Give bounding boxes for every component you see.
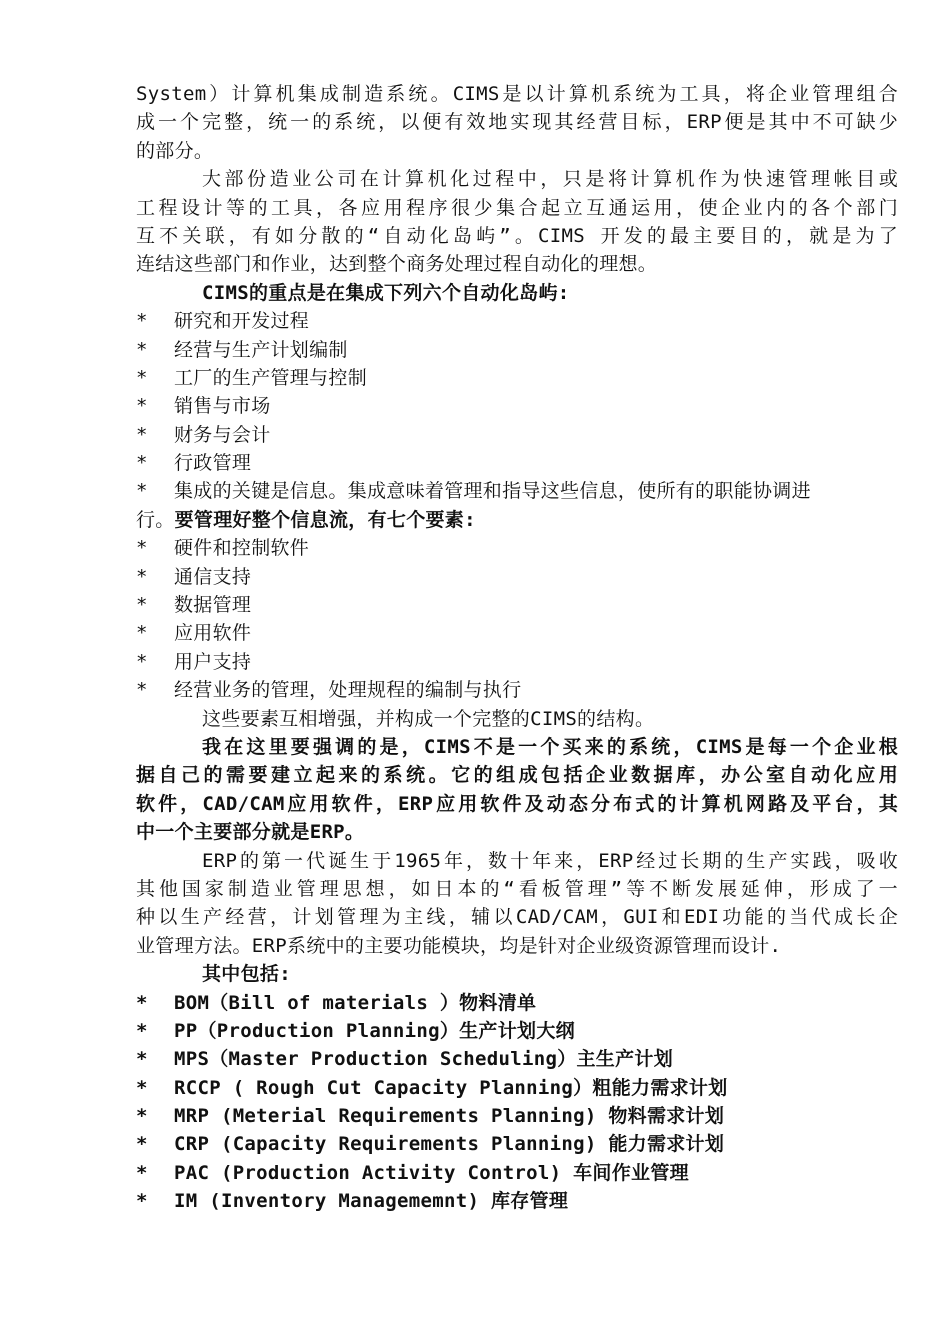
paragraph-line: 其他国家制造业管理思想，如日本的“看板管理”等不断发展延伸，形成了一 (136, 877, 898, 900)
bullet-marker: * (136, 338, 148, 361)
list-item (136, 591, 898, 619)
module-item-text: MPS（Master Production Scheduling）主生产计划 (174, 1048, 674, 1071)
bullet-marker: * (136, 1019, 148, 1042)
bullet-marker: * (136, 679, 148, 702)
paragraph-line: 业管理方法。ERP系统中的主要功能模块，均是针对企业级资源管理而设计. (136, 934, 782, 957)
bullet-marker: * (136, 1190, 148, 1213)
list-item-text: 研究和开发过程 (174, 310, 310, 333)
list-item-text: 销售与市场 (174, 395, 271, 418)
section-heading: 要管理好整个信息流，有七个要素: (174, 508, 476, 531)
list-item (136, 619, 898, 647)
emphasis-line: 中一个主要部分就是ERP。 (136, 821, 365, 844)
list-item-text: 财务与会计 (174, 423, 271, 446)
bullet-marker: * (136, 537, 148, 560)
module-item (136, 989, 898, 1017)
list-item (136, 421, 898, 449)
document-page (136, 80, 898, 1216)
list-item-text: 行政管理 (174, 452, 252, 475)
module-item-text: BOM（Bill of materials ）物料清单 (174, 991, 537, 1014)
list-item (136, 648, 898, 676)
paragraph-line: 这些要素互相增强，并构成一个完整的CIMS的结构。 (202, 707, 655, 730)
list-item-text: 应用软件 (174, 622, 252, 645)
bullet-marker: * (136, 1133, 148, 1156)
list-item (136, 449, 898, 477)
paragraph-line: System）计算机集成制造系统。CIMS是以计算机系统为工具，将企业管理组合 (136, 83, 898, 105)
bullet-marker: * (136, 1161, 148, 1184)
module-item-text: PAC (Production Activity Control) 车间作业管理 (174, 1161, 689, 1184)
paragraph-line (136, 506, 898, 534)
bullet-marker: * (136, 991, 148, 1014)
emphasis-line: 软件，CAD/CAM应用软件，ERP应用软件及动态分布式的计算机网路及平台，其 (136, 792, 898, 815)
module-item (136, 1130, 898, 1158)
module-item-text: RCCP ( Rough Cut Capacity Planning）粗能力需求计划 (174, 1076, 728, 1099)
module-item (136, 1017, 898, 1045)
list-item (136, 563, 898, 591)
list-item-text: 工厂的生产管理与控制 (174, 366, 368, 389)
paragraph-line: 大部份造业公司在计算机化过程中，只是将计算机作为快速管理帐目或 (202, 168, 898, 191)
bullet-marker: * (136, 594, 148, 617)
list-item-text: 通信支持 (174, 565, 252, 588)
bullet-marker: * (136, 650, 148, 673)
module-item (136, 1074, 898, 1102)
module-item-text: MRP (Meterial Requirements Planning) 物料需求计划 (174, 1105, 725, 1128)
bullet-marker: * (136, 452, 148, 475)
paragraph-line: 连结这些部门和作业，达到整个商务处理过程自动化的理想。 (136, 253, 658, 276)
module-item (136, 1102, 898, 1130)
module-item-text: IM (Inventory Managememnt) 库存管理 (174, 1190, 569, 1213)
list-item-text: 硬件和控制软件 (174, 537, 310, 560)
continuation-text: 行。 (136, 508, 175, 531)
paragraph-line: 的部分。 (136, 139, 214, 162)
list-item-text: 集成的关键是信息。集成意味着管理和指导这些信息，使所有的职能协调进 (174, 480, 811, 503)
bullet-marker: * (136, 310, 148, 333)
module-item-text: PP（Production Planning）生产计划大纲 (174, 1019, 575, 1042)
list-item (136, 477, 898, 505)
list-item (136, 534, 898, 562)
emphasis-line: 我在这里要强调的是，CIMS不是一个买来的系统，CIMS是每一个企业根 (202, 735, 898, 758)
bullet-marker: * (136, 1076, 148, 1099)
list-item (136, 336, 898, 364)
emphasis-line: 据自己的需要建立起来的系统。它的组成包括企业数据库，办公室自动化应用 (136, 764, 898, 787)
bullet-marker: * (136, 565, 148, 588)
bullet-marker: * (136, 1048, 148, 1071)
bullet-marker: * (136, 480, 148, 503)
module-item (136, 1159, 898, 1187)
paragraph-line: 成一个完整，统一的系统，以便有效地实现其经营目标，ERP便是其中不可缺少 (136, 111, 898, 134)
list-item (136, 307, 898, 335)
paragraph-line: ERP的第一代诞生于1965年，数十年来，ERP经过长期的生产实践，吸收 (202, 849, 898, 872)
paragraph-line: 工程设计等的工具，各应用程序很少集合起立互通运用，使企业内的各个部门 (136, 196, 898, 219)
module-item-text: CRP (Capacity Requirements Planning) 能力需求计划 (174, 1133, 725, 1156)
module-item (136, 1045, 898, 1073)
list-item-text: 数据管理 (174, 594, 252, 617)
module-item (136, 1187, 898, 1215)
list-item-text: 经营与生产计划编制 (174, 338, 348, 361)
list-item (136, 676, 898, 704)
paragraph-line: 互不关联，有如分散的“自动化岛屿”。CIMS 开发的最主要目的，就是为了 (136, 224, 898, 247)
list-item (136, 392, 898, 420)
bullet-marker: * (136, 366, 148, 389)
list-item-text: 用户支持 (174, 650, 252, 673)
bullet-marker: * (136, 1105, 148, 1128)
section-heading: CIMS的重点是在集成下列六个自动化岛屿: (202, 281, 570, 304)
paragraph-line: 种以生产经营，计划管理为主线，辅以CAD/CAM，GUI和EDI功能的当代成长企 (136, 906, 898, 929)
list-item (136, 364, 898, 392)
list-item-text: 经营业务的管理，处理规程的编制与执行 (174, 679, 522, 702)
bullet-marker: * (136, 395, 148, 418)
section-heading: 其中包括: (202, 963, 291, 986)
bullet-marker: * (136, 622, 148, 645)
bullet-marker: * (136, 423, 148, 446)
